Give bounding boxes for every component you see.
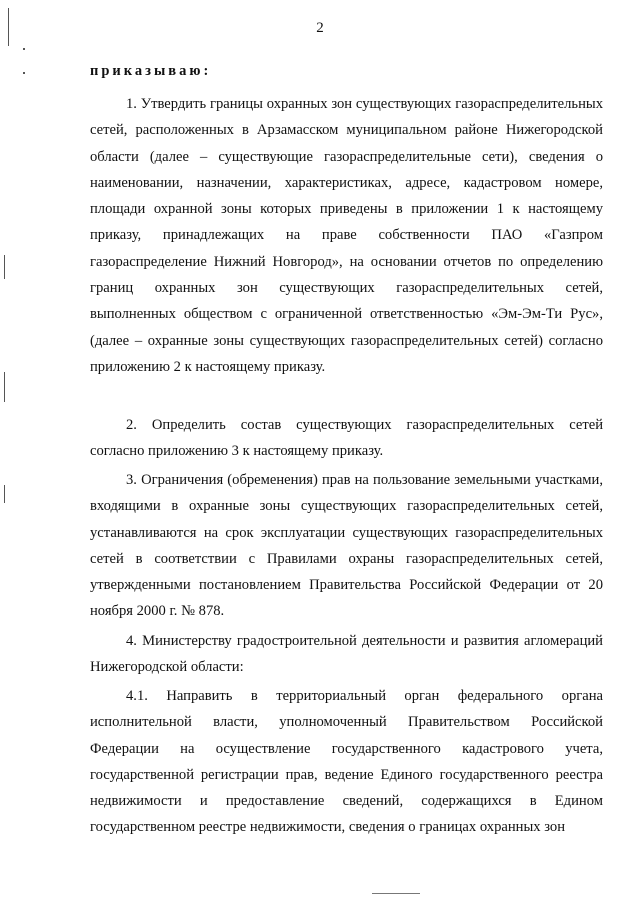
paragraph-1: 1. Утвердить границы охранных зон существующих газораспределительных сетей, расположенных в Арзамасском муниципальном районе Нижегородской области (далее – существующие газораспределительные сети), сведения о наименовании, назначении, характеристиках, адресе, кадастровом номере, площади охранной зоны которых приведены в приложении 1 к настоящему приказу, принадлежащих на праве собственности ПАО «Газпром газораспределение Нижний Новгород», на основании отчетов по определению границ охранных зон существующих газораспределительных сетей, выполненных обществом с ограниченной ответственностью «Эм-Эм-Ти Рус», (далее – охранные зоны существующих газораспределительных сетей) согласно приложению 2 к настоящему приказу.: [90, 96, 603, 375]
paragraph-4-1: 4.1. Направить в территориальный орган федерального органа исполнительной власти, уполномоченный Правительством Российской Федерации на осуществление государственного кадастрового учета, государственной регистрации прав, ведение Единого государственного реестра недвижимости и предоставление сведений, содержащихся в Едином государственном реестре недвижимости, сведения о границах охранных зон: [90, 688, 603, 836]
paragraph-3: 3. Ограничения (обременения) прав на пользование земельными участками, входящими в охранные зоны существующих газораспределительных сетей, устанавливаются на срок эксплуатации существующих газораспределительных сетей в соответствии с Правилами охраны газораспределительных сетей, утвержденными постановлением Правительства Российской Федерации от 20 ноября 2000 г. № 878.: [90, 472, 603, 620]
scan-mark: [23, 48, 25, 50]
footer-mark: [372, 893, 420, 894]
scan-mark: [4, 485, 5, 503]
order-heading: приказываю:: [90, 63, 212, 79]
scan-mark: [4, 372, 5, 402]
page-number: 2: [316, 20, 324, 36]
paragraph-2: 2. Определить состав существующих газораспределительных сетей согласно приложению 3 к настоящему приказу.: [90, 417, 603, 460]
scan-mark: [4, 255, 5, 279]
scan-mark: [8, 8, 9, 46]
scan-mark: [23, 72, 25, 74]
paragraph-4: 4. Министерству градостроительной деятельности и развития агломераций Нижегородской области:: [90, 633, 603, 676]
